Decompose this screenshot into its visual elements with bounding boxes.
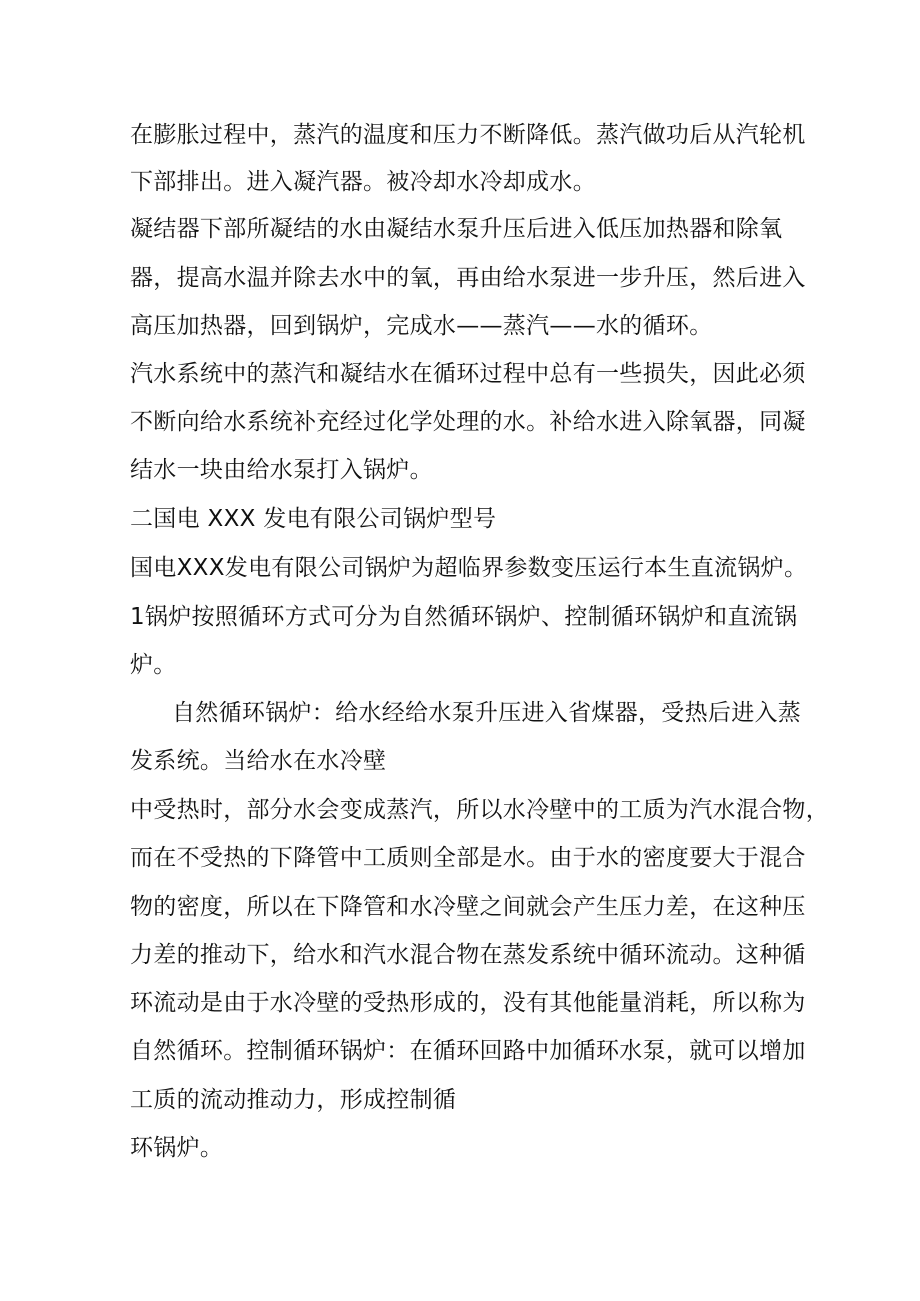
text-line: 中受热时，部分水会变成蒸汽，所以水冷壁中的工质为汽水混合物， — [130, 797, 829, 823]
text-line: 1锅炉按照循环方式可分为自然循环锅炉、控制循环锅炉和直流锅 — [130, 604, 798, 630]
text-line: 下部排出。进入凝汽器。被冷却水冷却成水。 — [130, 169, 596, 195]
text-line: 汽水系统中的蒸汽和凝结水在循环过程中总有一些损失，因此必须 — [130, 361, 806, 387]
text-line: 物的密度，所以在下降管和水冷壁之间就会产生压力差，在这种压 — [130, 894, 806, 920]
text-line: 环锅炉。 — [130, 1135, 224, 1161]
text-line: 在膨胀过程中，蒸汽的温度和压力不断降低。蒸汽做功后从汽轮机 — [130, 122, 806, 148]
section-heading: 二国电 XXX 发电有限公司锅炉型号 — [130, 506, 497, 532]
text-line: 发系统。当给水在水冷壁 — [130, 748, 387, 774]
text-line: 炉。 — [130, 652, 177, 678]
text-line: 工质的流动推动力，形成控制循 — [130, 1087, 457, 1113]
text-line: 器，提高水温并除去水中的氧，再由给水泵进一步升压，然后进入 — [130, 265, 806, 291]
text-line: 力差的推动下，给水和汽水混合物在蒸发系统中循环流动。这种循 — [130, 942, 806, 968]
text-line: 结水一块由给水泵打入锅炉。 — [130, 457, 433, 483]
text-line: 环流动是由于水冷壁的受热形成的，没有其他能量消耗，所以称为 — [130, 990, 806, 1016]
text-line: 自然循环锅炉：给水经给水泵升压进入省煤器，受热后进入蒸 — [172, 700, 802, 726]
text-line: 高压加热器，回到锅炉，完成水——蒸汽——水的循环。 — [130, 313, 713, 339]
text-line: 不断向给水系统补充经过化学处理的水。补给水进入除氧器，同凝 — [130, 409, 806, 435]
text-line: 国电XXX发电有限公司锅炉为超临界参数变压运行本生直流锅炉。 — [130, 555, 808, 581]
text-line: 凝结器下部所凝结的水由凝结水泵升压后进入低压加热器和除氧 — [130, 216, 783, 242]
text-line: 自然循环。控制循环锅炉：在循环回路中加循环水泵，就可以增加 — [130, 1038, 806, 1064]
text-line: 而在不受热的下降管中工质则全部是水。由于水的密度要大于混合 — [130, 845, 806, 871]
